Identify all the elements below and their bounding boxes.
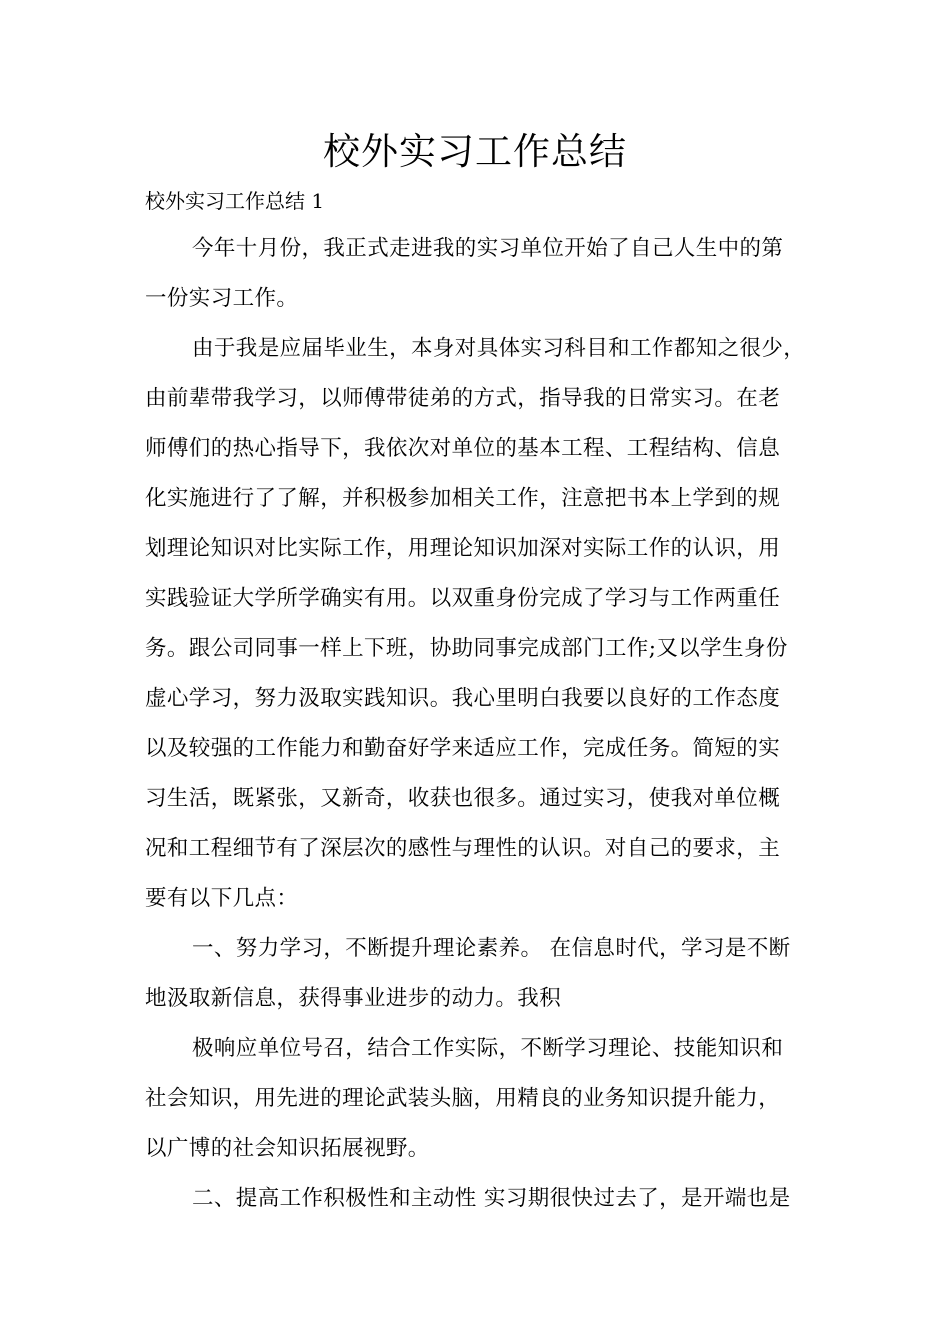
body-line: 划理论知识对比实际工作，用理论知识加深对实际工作的认识，用 [145,536,781,561]
body-line: 要有以下几点： [145,886,299,911]
body-line: 地汲取新信息，获得事业进步的动力。我积 [145,986,562,1011]
body-line: 习生活，既紧张，又新奇，收获也很多。通过实习，使我对单位概 [145,786,781,811]
body-line: 务。跟公司同事一样上下班，协助同事完成部门工作;又以学生身份 [145,636,788,661]
body-line: 极响应单位号召，结合工作实际，不断学习理论、技能知识和 [192,1036,784,1061]
body-line: 一份实习工作。 [145,286,299,311]
body-line: 化实施进行了了解，并积极参加相关工作，注意把书本上学到的规 [145,486,781,511]
body-line: 实践验证大学所学确实有用。以双重身份完成了学习与工作两重任 [145,586,781,611]
document-title: 校外实习工作总结 [323,130,627,173]
body-line: 况和工程细节有了深层次的感性与理性的认识。对自己的要求，主 [145,836,781,861]
body-line: 以及较强的工作能力和勤奋好学来适应工作，完成任务。简短的实 [145,736,781,761]
document-subtitle: 校外实习工作总结 1 [145,189,325,213]
body-line: 二、提高工作积极性和主动性 实习期很快过去了，是开端也是 [192,1186,791,1211]
body-line: 由于我是应届毕业生，本身对具体实习科目和工作都知之很少， [192,336,806,361]
body-line: 以广博的社会知识拓展视野。 [145,1136,430,1161]
body-line: 一、努力学习，不断提升理论素养。 在信息时代，学习是不断 [192,936,791,961]
body-line: 今年十月份，我正式走进我的实习单位开始了自己人生中的第 [192,236,784,261]
body-line: 师傅们的热心指导下，我依次对单位的基本工程、工程结构、信息 [145,436,781,461]
body-line: 由前辈带我学习，以师傅带徒弟的方式，指导我的日常实习。在老 [145,386,781,411]
body-line: 虚心学习，努力汲取实践知识。我心里明白我要以良好的工作态度 [145,686,781,711]
body-line: 社会知识，用先进的理论武装头脑，用精良的业务知识提升能力， [145,1086,781,1111]
